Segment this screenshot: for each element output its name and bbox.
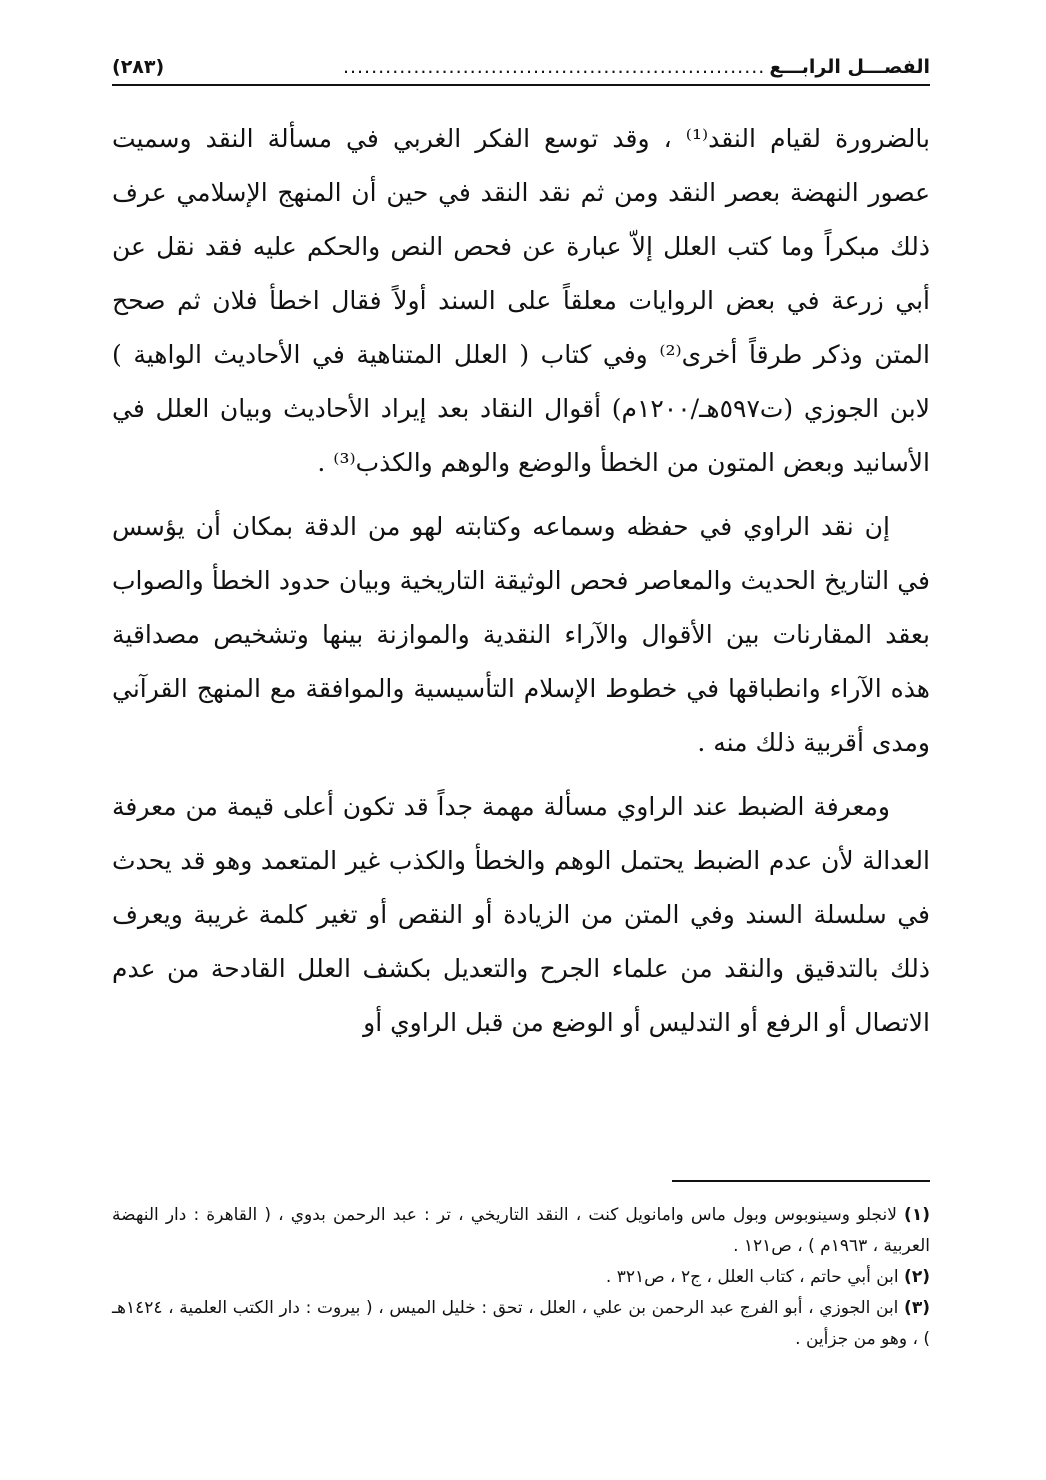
footnote-text: ابن أبي حاتم ، كتاب العلل ، ج٢ ، ص٣٢١ . [605, 1267, 899, 1287]
footnote-text: لانجلو وسينوبوس وبول ماس وامانويل كنت ، النقد التاريخي ، تر : عبد الرحمن بدوي ، ( القاهرة : دار النهضة العربية ، ١٩٦٣م ) ، ص١٢١ . [112, 1205, 930, 1256]
footnote [112, 1200, 930, 1262]
footnote [112, 1262, 930, 1293]
footnote-separator [672, 1180, 930, 1182]
footnote [112, 1293, 930, 1355]
footnotes [112, 1200, 930, 1355]
header-leader-dots: ............................................................ [342, 56, 766, 78]
paragraph: ومعرفة الضبط عند الراوي مسألة مهمة جداً قد تكون أعلى قيمة من معرفة العدالة لأن عدم الضبط يحتمل الوهم والخطأ والكذب غير المتعمد وهو قد يحدث في سلسلة السند وفي المتن من الزيادة أو النقص أو تغير كلمة غريبة ويعرف ذلك بالتدقيق والنقد من علماء الجرح والتعديل بكشف العلل القادحة من عدم الاتصال أو الرفع أو التدليس أو الوضع من قبل الراوي أو [112, 792, 930, 1037]
body-text [112, 112, 930, 1050]
page-number: (٢٨٣) [112, 56, 165, 78]
header-rule [112, 84, 930, 86]
footnote-number: (١) [904, 1205, 930, 1225]
footnote-number: (٢) [904, 1267, 930, 1287]
paragraph: بالضرورة لقيام النقد⁽¹⁾ ، وقد توسع الفكر الغربي في مسألة النقد وسميت عصور النهضة بعصر النقد ومن ثم نقد النقد في حين أن المنهج الإسلامي عرف ذلك مبكراً وما كتب العلل إلاّ عبارة عن فحص النص والحكم عليه فقد نقل عن أبي زرعة في بعض الروايات معلقاً على السند أولاً فقال اخطأ فلان ثم صحح المتن وذكر طرقاً أخرى⁽²⁾ وفي كتاب ( العلل المتناهية في الأحاديث الواهية ) لابن الجوزي (ت٥٩٧هـ/١٢٠٠م) أقوال النقاد بعد إيراد الأحاديث وبيان العلل في الأسانيد وبعض المتون من الخطأ والوضع والوهم والكذب⁽³⁾ . [112, 124, 930, 477]
paragraph: إن نقد الراوي في حفظه وسماعه وكتابته لهو من الدقة بمكان أن يؤسس في التاريخ الحديث والمعاصر فحص الوثيقة التاريخية وبيان حدود الخطأ والصواب بعقد المقارنات بين الأقوال والآراء النقدية والموازنة بينها وتشخيص مصداقية هذه الآراء وانطباقها في خطوط الإسلام التأسيسية والموافقة مع المنهج القرآني ومدى أقربية ذلك منه . [112, 512, 930, 757]
footnote-number: (٣) [904, 1298, 930, 1318]
running-header [112, 42, 930, 78]
footnote-text: ابن الجوزي ، أبو الفرج عبد الرحمن بن علي ، العلل ، تحق : خليل الميس ، ( بيروت : دار الكتب العلمية ، ١٤٢٤هـ ) ، وهو من جزأين . [112, 1298, 930, 1349]
chapter-title: الفصـــل الرابـــع [769, 56, 930, 78]
